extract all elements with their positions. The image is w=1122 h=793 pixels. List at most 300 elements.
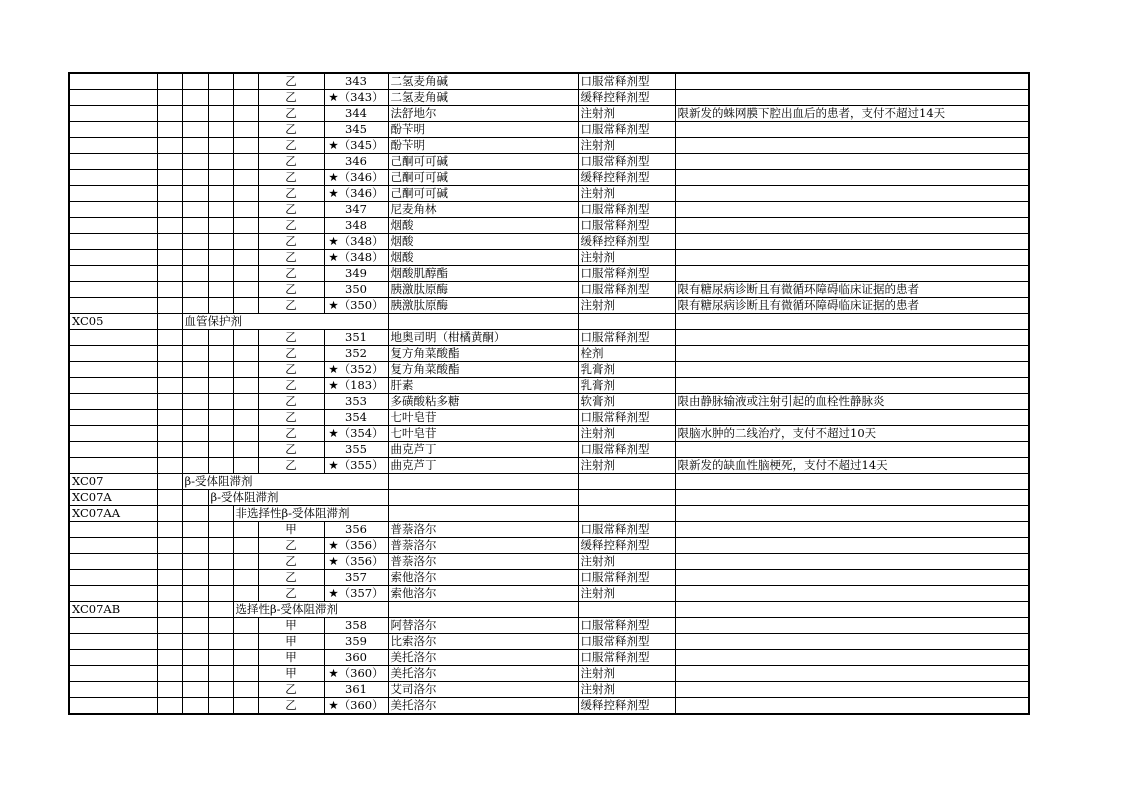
number-cell <box>324 378 388 394</box>
code-cell <box>69 538 157 554</box>
empty-cell <box>233 698 258 715</box>
empty-cell <box>233 330 258 346</box>
drug-row <box>69 362 1029 378</box>
empty-cell <box>233 218 258 234</box>
drug-number: 346 <box>345 154 367 168</box>
empty-cell <box>157 138 182 154</box>
drug-name-cell: 烟酸 <box>388 234 578 250</box>
dosage-form-cell: 口服常释剂型 <box>578 618 675 634</box>
star-icon: ★ <box>328 458 339 472</box>
drug-name-cell: 美托洛尔 <box>388 698 578 715</box>
restriction-note-cell <box>675 570 1029 586</box>
drug-row <box>69 634 1029 650</box>
number-cell <box>324 570 388 586</box>
number-cell <box>324 682 388 698</box>
empty-cell <box>157 618 182 634</box>
restriction-note-cell <box>675 666 1029 682</box>
dosage-form-cell: 注射剂 <box>578 138 675 154</box>
drug-number: 350 <box>345 282 367 296</box>
dosage-form-cell: 注射剂 <box>578 586 675 602</box>
number-cell <box>324 410 388 426</box>
drug-name-cell: 阿替洛尔 <box>388 618 578 634</box>
number-cell <box>324 138 388 154</box>
empty-cell <box>182 698 208 715</box>
category-code-cell: XC07AB <box>69 602 157 618</box>
empty-cell <box>157 330 182 346</box>
number-cell <box>324 298 388 314</box>
grade-cell: 乙 <box>258 442 324 458</box>
empty-cell <box>157 90 182 106</box>
drug-number: （360） <box>338 698 384 712</box>
drug-number: 352 <box>345 346 367 360</box>
drug-name-cell: 美托洛尔 <box>388 666 578 682</box>
empty-cell <box>208 90 233 106</box>
drug-name-cell: 多磺酸粘多糖 <box>388 394 578 410</box>
empty-cell <box>208 106 233 122</box>
empty-cell <box>388 490 578 506</box>
code-cell <box>69 73 157 90</box>
dosage-form-cell: 注射剂 <box>578 554 675 570</box>
number-cell <box>324 538 388 554</box>
empty-cell <box>208 122 233 138</box>
star-icon: ★ <box>328 90 339 104</box>
empty-cell <box>182 618 208 634</box>
star-icon: ★ <box>328 538 339 552</box>
empty-cell <box>157 250 182 266</box>
restriction-note-cell <box>675 90 1029 106</box>
restriction-note-cell <box>675 618 1029 634</box>
empty-cell <box>233 682 258 698</box>
empty-cell <box>233 122 258 138</box>
category-name-cell: 选择性β-受体阻滞剂 <box>233 602 258 618</box>
empty-cell <box>157 218 182 234</box>
drug-row <box>69 122 1029 138</box>
empty-cell <box>182 570 208 586</box>
grade-cell: 甲 <box>258 666 324 682</box>
empty-cell <box>157 410 182 426</box>
grade-cell: 甲 <box>258 618 324 634</box>
number-cell <box>324 218 388 234</box>
code-cell <box>69 282 157 298</box>
grade-cell: 乙 <box>258 122 324 138</box>
grade-cell: 乙 <box>258 170 324 186</box>
code-cell <box>69 618 157 634</box>
empty-cell <box>324 314 388 330</box>
empty-cell <box>157 314 182 330</box>
empty-cell <box>182 394 208 410</box>
empty-cell <box>208 234 233 250</box>
code-cell <box>69 138 157 154</box>
category-code-cell: XC07A <box>69 490 157 506</box>
drug-row <box>69 650 1029 666</box>
dosage-form-cell: 缓释控释剂型 <box>578 234 675 250</box>
drug-row <box>69 90 1029 106</box>
empty-cell <box>182 202 208 218</box>
empty-cell <box>388 314 578 330</box>
empty-cell <box>233 362 258 378</box>
code-cell <box>69 122 157 138</box>
drug-name-cell: 普萘洛尔 <box>388 538 578 554</box>
number-cell <box>324 346 388 362</box>
drug-number: 360 <box>345 650 367 664</box>
drug-number: 358 <box>345 618 367 632</box>
drug-number: （354） <box>338 426 384 440</box>
empty-cell <box>233 378 258 394</box>
drug-number: 345 <box>345 122 367 136</box>
empty-cell <box>208 186 233 202</box>
code-cell <box>69 218 157 234</box>
code-cell <box>69 378 157 394</box>
restriction-note-cell <box>675 186 1029 202</box>
code-cell <box>69 154 157 170</box>
code-cell <box>69 522 157 538</box>
category-row <box>69 314 1029 330</box>
dosage-form-cell: 口服常释剂型 <box>578 122 675 138</box>
drug-number: 357 <box>345 570 367 584</box>
restriction-note-cell <box>675 202 1029 218</box>
empty-cell <box>182 73 208 90</box>
code-cell <box>69 426 157 442</box>
code-cell <box>69 394 157 410</box>
number-cell <box>324 522 388 538</box>
restriction-note-cell <box>675 154 1029 170</box>
drug-row <box>69 154 1029 170</box>
empty-cell <box>157 282 182 298</box>
empty-cell <box>182 522 208 538</box>
drug-row <box>69 218 1029 234</box>
empty-cell <box>208 506 233 522</box>
empty-cell <box>157 506 182 522</box>
grade-cell: 乙 <box>258 346 324 362</box>
empty-cell <box>182 282 208 298</box>
empty-cell <box>388 602 578 618</box>
restriction-note-cell <box>675 554 1029 570</box>
empty-cell <box>157 634 182 650</box>
dosage-form-cell: 口服常释剂型 <box>578 522 675 538</box>
grade-cell: 甲 <box>258 650 324 666</box>
star-icon: ★ <box>328 170 339 184</box>
number-cell <box>324 90 388 106</box>
drug-number: 351 <box>345 330 367 344</box>
empty-cell <box>208 282 233 298</box>
drug-name-cell: 曲克芦丁 <box>388 458 578 474</box>
empty-cell <box>233 154 258 170</box>
restriction-note-cell <box>675 586 1029 602</box>
restriction-note-cell <box>675 250 1029 266</box>
drug-name-cell: 胰激肽原酶 <box>388 282 578 298</box>
drug-number: （360） <box>338 666 384 680</box>
grade-cell: 乙 <box>258 682 324 698</box>
number-cell <box>324 330 388 346</box>
empty-cell <box>233 442 258 458</box>
empty-cell <box>578 602 675 618</box>
empty-cell <box>233 394 258 410</box>
code-cell <box>69 170 157 186</box>
empty-cell <box>182 650 208 666</box>
star-icon: ★ <box>328 298 339 312</box>
restriction-note-cell <box>675 538 1029 554</box>
drug-name-cell: 复方角菜酸酯 <box>388 346 578 362</box>
drug-number: （356） <box>338 538 384 552</box>
empty-cell <box>208 138 233 154</box>
star-icon: ★ <box>328 666 339 680</box>
empty-cell <box>157 586 182 602</box>
code-cell <box>69 666 157 682</box>
empty-cell <box>233 426 258 442</box>
number-cell <box>324 634 388 650</box>
drug-name-cell: 复方角菜酸酯 <box>388 362 578 378</box>
drug-name-cell: 索他洛尔 <box>388 586 578 602</box>
empty-cell <box>233 202 258 218</box>
empty-cell <box>233 298 258 314</box>
restriction-note-cell: 限新发的缺血性脑梗死，支付不超过14天 <box>675 458 1029 474</box>
number-cell <box>324 666 388 682</box>
drug-row <box>69 426 1029 442</box>
empty-cell <box>157 570 182 586</box>
empty-cell <box>182 410 208 426</box>
drug-number: 359 <box>345 634 367 648</box>
empty-cell <box>157 186 182 202</box>
restriction-note-cell <box>675 122 1029 138</box>
code-cell <box>69 650 157 666</box>
empty-cell <box>233 538 258 554</box>
restriction-note-cell <box>675 138 1029 154</box>
number-cell <box>324 458 388 474</box>
empty-cell <box>208 266 233 282</box>
drug-number: （355） <box>338 458 384 472</box>
dosage-form-cell: 缓释控释剂型 <box>578 90 675 106</box>
drug-row <box>69 202 1029 218</box>
code-cell <box>69 442 157 458</box>
empty-cell <box>157 346 182 362</box>
drug-number: （348） <box>338 250 384 264</box>
restriction-note-cell <box>675 698 1029 715</box>
drug-row <box>69 346 1029 362</box>
empty-cell <box>208 570 233 586</box>
empty-cell <box>208 394 233 410</box>
empty-cell <box>182 682 208 698</box>
empty-cell <box>208 682 233 698</box>
code-cell <box>69 106 157 122</box>
code-cell <box>69 698 157 715</box>
empty-cell <box>182 330 208 346</box>
drug-name-cell: 艾司洛尔 <box>388 682 578 698</box>
empty-cell <box>233 170 258 186</box>
drug-number: （345） <box>338 138 384 152</box>
dosage-form-cell: 口服常释剂型 <box>578 202 675 218</box>
empty-cell <box>233 234 258 250</box>
empty-cell <box>233 554 258 570</box>
empty-cell <box>208 362 233 378</box>
grade-cell: 乙 <box>258 250 324 266</box>
star-icon: ★ <box>328 234 339 248</box>
drug-row <box>69 554 1029 570</box>
drug-number: 344 <box>345 106 367 120</box>
grade-cell: 乙 <box>258 298 324 314</box>
grade-cell: 乙 <box>258 362 324 378</box>
empty-cell <box>233 586 258 602</box>
code-cell <box>69 634 157 650</box>
empty-cell <box>182 266 208 282</box>
dosage-form-cell: 注射剂 <box>578 666 675 682</box>
drug-row <box>69 410 1029 426</box>
grade-cell: 乙 <box>258 410 324 426</box>
number-cell <box>324 106 388 122</box>
category-name-cell: 非选择性β-受体阻滞剂 <box>233 506 258 522</box>
drug-number: 347 <box>345 202 367 216</box>
code-cell <box>69 266 157 282</box>
restriction-note-cell <box>675 378 1029 394</box>
drug-name-cell: 己酮可可碱 <box>388 186 578 202</box>
empty-cell <box>208 650 233 666</box>
drug-number: 349 <box>345 266 367 280</box>
drug-number: （183） <box>338 378 384 392</box>
dosage-form-cell: 注射剂 <box>578 426 675 442</box>
drug-number: 356 <box>345 522 367 536</box>
empty-cell <box>157 394 182 410</box>
drug-name-cell: 美托洛尔 <box>388 650 578 666</box>
category-code-cell: XC05 <box>69 314 157 330</box>
grade-cell: 乙 <box>258 266 324 282</box>
empty-cell <box>182 442 208 458</box>
empty-cell <box>208 634 233 650</box>
number-cell <box>324 234 388 250</box>
drug-row <box>69 282 1029 298</box>
dosage-form-cell: 缓释控释剂型 <box>578 170 675 186</box>
code-cell <box>69 458 157 474</box>
empty-cell <box>233 73 258 90</box>
drug-row <box>69 186 1029 202</box>
empty-cell <box>208 442 233 458</box>
empty-cell <box>157 682 182 698</box>
empty-cell <box>157 106 182 122</box>
dosage-form-cell: 口服常释剂型 <box>578 218 675 234</box>
grade-cell: 乙 <box>258 554 324 570</box>
empty-cell <box>157 170 182 186</box>
star-icon: ★ <box>328 362 339 376</box>
grade-cell: 乙 <box>258 282 324 298</box>
drug-name-cell: 七叶皂苷 <box>388 410 578 426</box>
empty-cell <box>675 602 1029 618</box>
category-row <box>69 490 1029 506</box>
dosage-form-cell: 注射剂 <box>578 186 675 202</box>
number-cell <box>324 426 388 442</box>
empty-cell <box>675 506 1029 522</box>
empty-cell <box>157 298 182 314</box>
drug-row <box>69 698 1029 715</box>
empty-cell <box>182 602 208 618</box>
grade-cell: 乙 <box>258 73 324 90</box>
dosage-form-cell: 口服常释剂型 <box>578 570 675 586</box>
drug-name-cell: 地奥司明（柑橘黄酮） <box>388 330 578 346</box>
empty-cell <box>182 154 208 170</box>
grade-cell: 乙 <box>258 218 324 234</box>
empty-cell <box>233 346 258 362</box>
restriction-note-cell <box>675 362 1029 378</box>
grade-cell: 甲 <box>258 522 324 538</box>
grade-cell: 乙 <box>258 378 324 394</box>
empty-cell <box>182 90 208 106</box>
empty-cell <box>182 362 208 378</box>
dosage-form-cell: 口服常释剂型 <box>578 650 675 666</box>
star-icon: ★ <box>328 138 339 152</box>
dosage-form-cell: 口服常释剂型 <box>578 330 675 346</box>
dosage-form-cell: 软膏剂 <box>578 394 675 410</box>
number-cell <box>324 394 388 410</box>
code-cell <box>69 186 157 202</box>
empty-cell <box>388 506 578 522</box>
empty-cell <box>182 426 208 442</box>
number-cell <box>324 266 388 282</box>
empty-cell <box>578 506 675 522</box>
drug-number: （348） <box>338 234 384 248</box>
empty-cell <box>182 186 208 202</box>
number-cell <box>324 122 388 138</box>
number-cell <box>324 282 388 298</box>
drug-row <box>69 250 1029 266</box>
dosage-form-cell: 乳膏剂 <box>578 378 675 394</box>
empty-cell <box>208 538 233 554</box>
drug-name-cell: 法舒地尔 <box>388 106 578 122</box>
empty-cell <box>157 698 182 715</box>
drug-name-cell: 二氢麦角碱 <box>388 73 578 90</box>
drug-row <box>69 458 1029 474</box>
drug-row <box>69 570 1029 586</box>
empty-cell <box>182 106 208 122</box>
table-body <box>69 73 1029 714</box>
empty-cell <box>324 474 388 490</box>
restriction-note-cell <box>675 266 1029 282</box>
grade-cell: 乙 <box>258 106 324 122</box>
dosage-form-cell: 口服常释剂型 <box>578 73 675 90</box>
code-cell <box>69 570 157 586</box>
empty-cell <box>208 586 233 602</box>
empty-cell <box>208 426 233 442</box>
category-code-cell: XC07 <box>69 474 157 490</box>
grade-cell: 乙 <box>258 394 324 410</box>
category-code-cell: XC07AA <box>69 506 157 522</box>
empty-cell <box>182 554 208 570</box>
dosage-form-cell: 缓释控释剂型 <box>578 538 675 554</box>
dosage-form-cell: 口服常释剂型 <box>578 442 675 458</box>
empty-cell <box>182 666 208 682</box>
drug-number: （346） <box>338 186 384 200</box>
grade-cell: 乙 <box>258 138 324 154</box>
category-name-cell: β-受体阻滞剂 <box>208 490 233 506</box>
drug-name-cell: 曲克芦丁 <box>388 442 578 458</box>
empty-cell <box>233 666 258 682</box>
empty-cell <box>233 458 258 474</box>
empty-cell <box>233 138 258 154</box>
empty-cell <box>208 346 233 362</box>
drug-name-cell: 普萘洛尔 <box>388 554 578 570</box>
drug-row <box>69 538 1029 554</box>
empty-cell <box>182 378 208 394</box>
drug-row <box>69 378 1029 394</box>
category-row <box>69 506 1029 522</box>
restriction-note-cell <box>675 522 1029 538</box>
star-icon: ★ <box>328 426 339 440</box>
empty-cell <box>157 522 182 538</box>
number-cell <box>324 586 388 602</box>
drug-row <box>69 442 1029 458</box>
drug-number: （357） <box>338 586 384 600</box>
empty-cell <box>157 378 182 394</box>
dosage-form-cell: 乳膏剂 <box>578 362 675 378</box>
dosage-form-cell: 口服常释剂型 <box>578 154 675 170</box>
drug-name-cell: 烟酸 <box>388 218 578 234</box>
restriction-note-cell: 限新发的蛛网膜下腔出血后的患者，支付不超过14天 <box>675 106 1029 122</box>
